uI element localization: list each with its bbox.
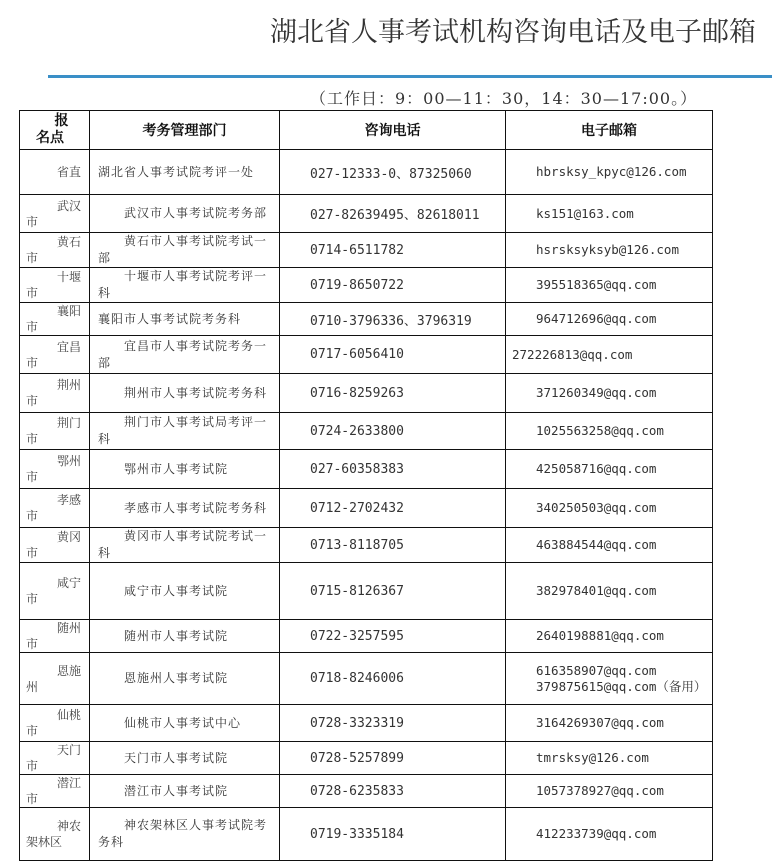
phone-number: 0716-8259263: [310, 385, 404, 401]
location-suffix: 市: [26, 792, 39, 806]
department-name: 襄阳市人事考试院考务科: [98, 311, 242, 326]
table-row: [20, 268, 713, 303]
phone-cell: [280, 528, 506, 563]
phone-number: 0714-6511782: [310, 242, 404, 258]
department-name: 黄石市人事考试院考试一部: [98, 234, 268, 265]
department-name: 恩施州人事考试院: [124, 671, 229, 685]
email-cell: [506, 336, 713, 374]
table-row: [20, 150, 713, 195]
phone-cell: [280, 620, 506, 653]
department-cell: [90, 303, 280, 336]
email-cell: [506, 150, 713, 195]
location-cell: [20, 450, 90, 489]
location-name: 荆州: [56, 378, 81, 392]
table-header-row: [20, 111, 713, 150]
department-name: 咸宁市人事考试院: [124, 583, 229, 598]
location-suffix: 架林区: [26, 835, 63, 849]
phone-cell: [280, 268, 506, 303]
location-cell: [20, 705, 90, 742]
phone-number: 0715-8126367: [310, 583, 404, 599]
location-cell: [20, 233, 90, 268]
table-row: [20, 195, 713, 233]
location-name: 十堰: [56, 270, 81, 284]
department-cell: [90, 489, 280, 528]
department-name: 黄冈市人事考试院考试一科: [98, 529, 268, 560]
location-suffix: 市: [26, 432, 39, 446]
email-cell: [506, 808, 713, 861]
department-name: 十堰市人事考试院考评一科: [98, 269, 268, 300]
location-name: 武汉: [56, 198, 81, 213]
department-name: 荆门市人事考试局考评一科: [98, 415, 268, 446]
page-title: 湖北省人事考试机构咨询电话及电子邮箱: [270, 17, 756, 48]
location-suffix: 市: [26, 724, 39, 738]
location-name: 黄冈: [56, 530, 81, 544]
phone-cell: [280, 150, 506, 195]
email-cell: [506, 742, 713, 775]
title-divider: [48, 75, 772, 78]
location-name: 荆门: [56, 416, 81, 430]
department-name: 天门市人事考试院: [124, 750, 229, 765]
phone-number: 0722-3257595: [310, 628, 404, 644]
email-link[interactable]: 340250503@qq.com: [536, 500, 657, 515]
location-suffix: 市: [26, 355, 39, 370]
location-suffix: 市: [26, 509, 39, 523]
email-link[interactable]: 1025563258@qq.com: [536, 423, 664, 438]
phone-cell: [280, 303, 506, 336]
location-suffix: 市: [26, 320, 39, 334]
working-hours-note: （工作日：9：00—11：30，14：30—17:00。）: [310, 89, 698, 108]
department-cell: [90, 528, 280, 563]
location-name: 孝感: [56, 493, 81, 507]
location-name: 恩施: [56, 663, 81, 678]
header-location: 报 名点: [20, 111, 90, 150]
header-phone: 咨询电话: [280, 111, 506, 150]
location-cell: [20, 336, 90, 374]
email-cell: [506, 233, 713, 268]
phone-cell: [280, 489, 506, 528]
location-name: 襄阳: [56, 304, 81, 318]
phone-number: 027-12333-0、87325060: [310, 166, 472, 182]
department-cell: [90, 653, 280, 705]
table-row: [20, 336, 713, 374]
email-link[interactable]: 3164269307@qq.com: [536, 715, 664, 730]
phone-cell: [280, 233, 506, 268]
table-row: [20, 413, 713, 450]
location-suffix: 市: [26, 251, 39, 265]
location-suffix: 市: [26, 286, 39, 300]
table-row: [20, 563, 713, 620]
email-link[interactable]: hsrsksyksyb@126.com: [536, 242, 679, 257]
email-link[interactable]: 2640198881@qq.com: [536, 628, 664, 643]
department-name: 神农架林区人事考试院考务科: [98, 818, 268, 849]
phone-number: 027-82639495、82618011: [310, 208, 480, 223]
location-cell: [20, 653, 90, 705]
location-cell: [20, 374, 90, 413]
table-row: [20, 620, 713, 653]
email-link[interactable]: ks151@163.com: [536, 205, 634, 221]
location-name: 仙桃: [56, 708, 81, 722]
email-cell: [506, 705, 713, 742]
location-cell: [20, 413, 90, 450]
email-link[interactable]: 395518365@qq.com: [536, 277, 657, 292]
table-row: [20, 742, 713, 775]
department-name: 潜江市人事考试院: [124, 783, 229, 798]
phone-cell: [280, 374, 506, 413]
contact-table: [19, 110, 713, 861]
phone-number: 027-60358383: [310, 461, 404, 477]
email-cell: [506, 528, 713, 563]
department-name: 宜昌市人事考试院考务一部: [98, 338, 268, 370]
location-suffix: 市: [26, 394, 39, 408]
location-name: 鄂州: [56, 454, 81, 468]
table-row: [20, 233, 713, 268]
department-name: 仙桃市人事考试中心: [124, 715, 242, 730]
location-cell: [20, 303, 90, 336]
department-name: 孝感市人事考试院考务科: [124, 500, 268, 515]
department-name: 湖北省人事考试院考评一处: [98, 164, 255, 179]
email-link[interactable]: 964712696@qq.com: [536, 311, 657, 326]
email-cell: [506, 775, 713, 808]
phone-cell: [280, 413, 506, 450]
location-cell: [20, 808, 90, 861]
header-department: 考务管理部门: [90, 111, 280, 150]
department-cell: [90, 374, 280, 413]
table-row: [20, 653, 713, 705]
location-name: 咸宁: [56, 576, 81, 590]
location-name: 天门: [56, 743, 81, 757]
department-cell: [90, 450, 280, 489]
email-cell: [506, 413, 713, 450]
email-cell: [506, 268, 713, 303]
location-cell: [20, 742, 90, 775]
department-cell: [90, 336, 280, 374]
location-cell: [20, 775, 90, 808]
location-cell: [20, 150, 90, 195]
email-link[interactable]: hbrsksy_kpyc@126.com: [536, 164, 687, 179]
table-row: [20, 808, 713, 861]
table-row: [20, 303, 713, 336]
email-link[interactable]: 371260349@qq.com: [536, 385, 657, 400]
department-name: 鄂州市人事考试院: [124, 461, 229, 476]
email-link[interactable]: 412233739@qq.com: [536, 826, 657, 841]
table-row: [20, 374, 713, 413]
email-link[interactable]: 1057378927@qq.com: [536, 783, 664, 798]
phone-number: 0719-3335184: [310, 826, 404, 842]
location-suffix: 市: [26, 592, 39, 606]
department-cell: [90, 195, 280, 233]
email-cell: [506, 450, 713, 489]
email-cell: [506, 620, 713, 653]
phone-number: 0724-2633800: [310, 423, 404, 439]
department-cell: [90, 563, 280, 620]
phone-number: 0719-8650722: [310, 277, 404, 293]
email-link[interactable]: 616358907@qq.com: [536, 662, 657, 678]
phone-number: 0710-3796336、3796319: [310, 313, 472, 329]
email-cell: [506, 303, 713, 336]
location-cell: [20, 620, 90, 653]
department-cell: [90, 268, 280, 303]
phone-cell: [280, 742, 506, 775]
department-name: 荆州市人事考试院考务科: [124, 385, 268, 400]
location-name: 宜昌: [56, 339, 81, 354]
phone-cell: [280, 195, 506, 233]
phone-cell: [280, 336, 506, 374]
location-name: 潜江: [56, 776, 81, 790]
location-suffix: 市: [26, 637, 39, 651]
email-link[interactable]: 463884544@qq.com: [536, 537, 657, 552]
department-cell: [90, 233, 280, 268]
phone-number: 0717-6056410: [310, 347, 404, 362]
email-cell: [506, 563, 713, 620]
phone-number: 0713-8118705: [310, 537, 404, 553]
email-link[interactable]: 272226813@qq.com: [512, 346, 633, 362]
location-cell: [20, 268, 90, 303]
location-suffix: 州: [26, 679, 39, 694]
phone-number: 0728-5257899: [310, 750, 404, 766]
location-name: 省直: [56, 165, 81, 179]
department-cell: [90, 150, 280, 195]
phone-cell: [280, 563, 506, 620]
phone-number: 0728-3323319: [310, 715, 404, 731]
location-suffix: 市: [26, 759, 39, 773]
phone-number: 0712-2702432: [310, 500, 404, 516]
department-cell: [90, 775, 280, 808]
location-cell: [20, 563, 90, 620]
department-name: 武汉市人事考试院考务部: [124, 206, 268, 220]
phone-cell: [280, 450, 506, 489]
department-cell: [90, 808, 280, 861]
table-row: [20, 528, 713, 563]
location-name: 随州: [56, 621, 81, 635]
email-link[interactable]: 382978401@qq.com: [536, 583, 657, 598]
email-cell: [506, 653, 713, 705]
email-cell: [506, 195, 713, 233]
table-row: [20, 705, 713, 742]
location-suffix: 市: [26, 546, 39, 560]
email-cell: [506, 374, 713, 413]
phone-cell: [280, 808, 506, 861]
location-cell: [20, 528, 90, 563]
location-cell: [20, 195, 90, 233]
department-cell: [90, 705, 280, 742]
location-suffix: 市: [26, 470, 39, 484]
location-cell: [20, 489, 90, 528]
phone-cell: [280, 775, 506, 808]
department-cell: [90, 620, 280, 653]
email-link[interactable]: 425058716@qq.com: [536, 461, 657, 476]
location-suffix: 市: [26, 214, 39, 229]
phone-cell: [280, 653, 506, 705]
department-cell: [90, 413, 280, 450]
table-row: [20, 775, 713, 808]
table-row: [20, 489, 713, 528]
location-name: 神农: [56, 819, 81, 833]
phone-number: 0728-6235833: [310, 783, 404, 799]
department-cell: [90, 742, 280, 775]
phone-cell: [280, 705, 506, 742]
email-link[interactable]: tmrsksy@126.com: [536, 750, 649, 765]
email-link-backup[interactable]: 379875615@qq.com（备用）: [536, 678, 707, 694]
header-email: 电子邮箱: [506, 111, 713, 150]
location-name: 黄石: [56, 235, 81, 249]
table-row: [20, 450, 713, 489]
email-cell: [506, 489, 713, 528]
phone-number: 0718-8246006: [310, 671, 404, 686]
department-name: 随州市人事考试院: [124, 628, 229, 643]
